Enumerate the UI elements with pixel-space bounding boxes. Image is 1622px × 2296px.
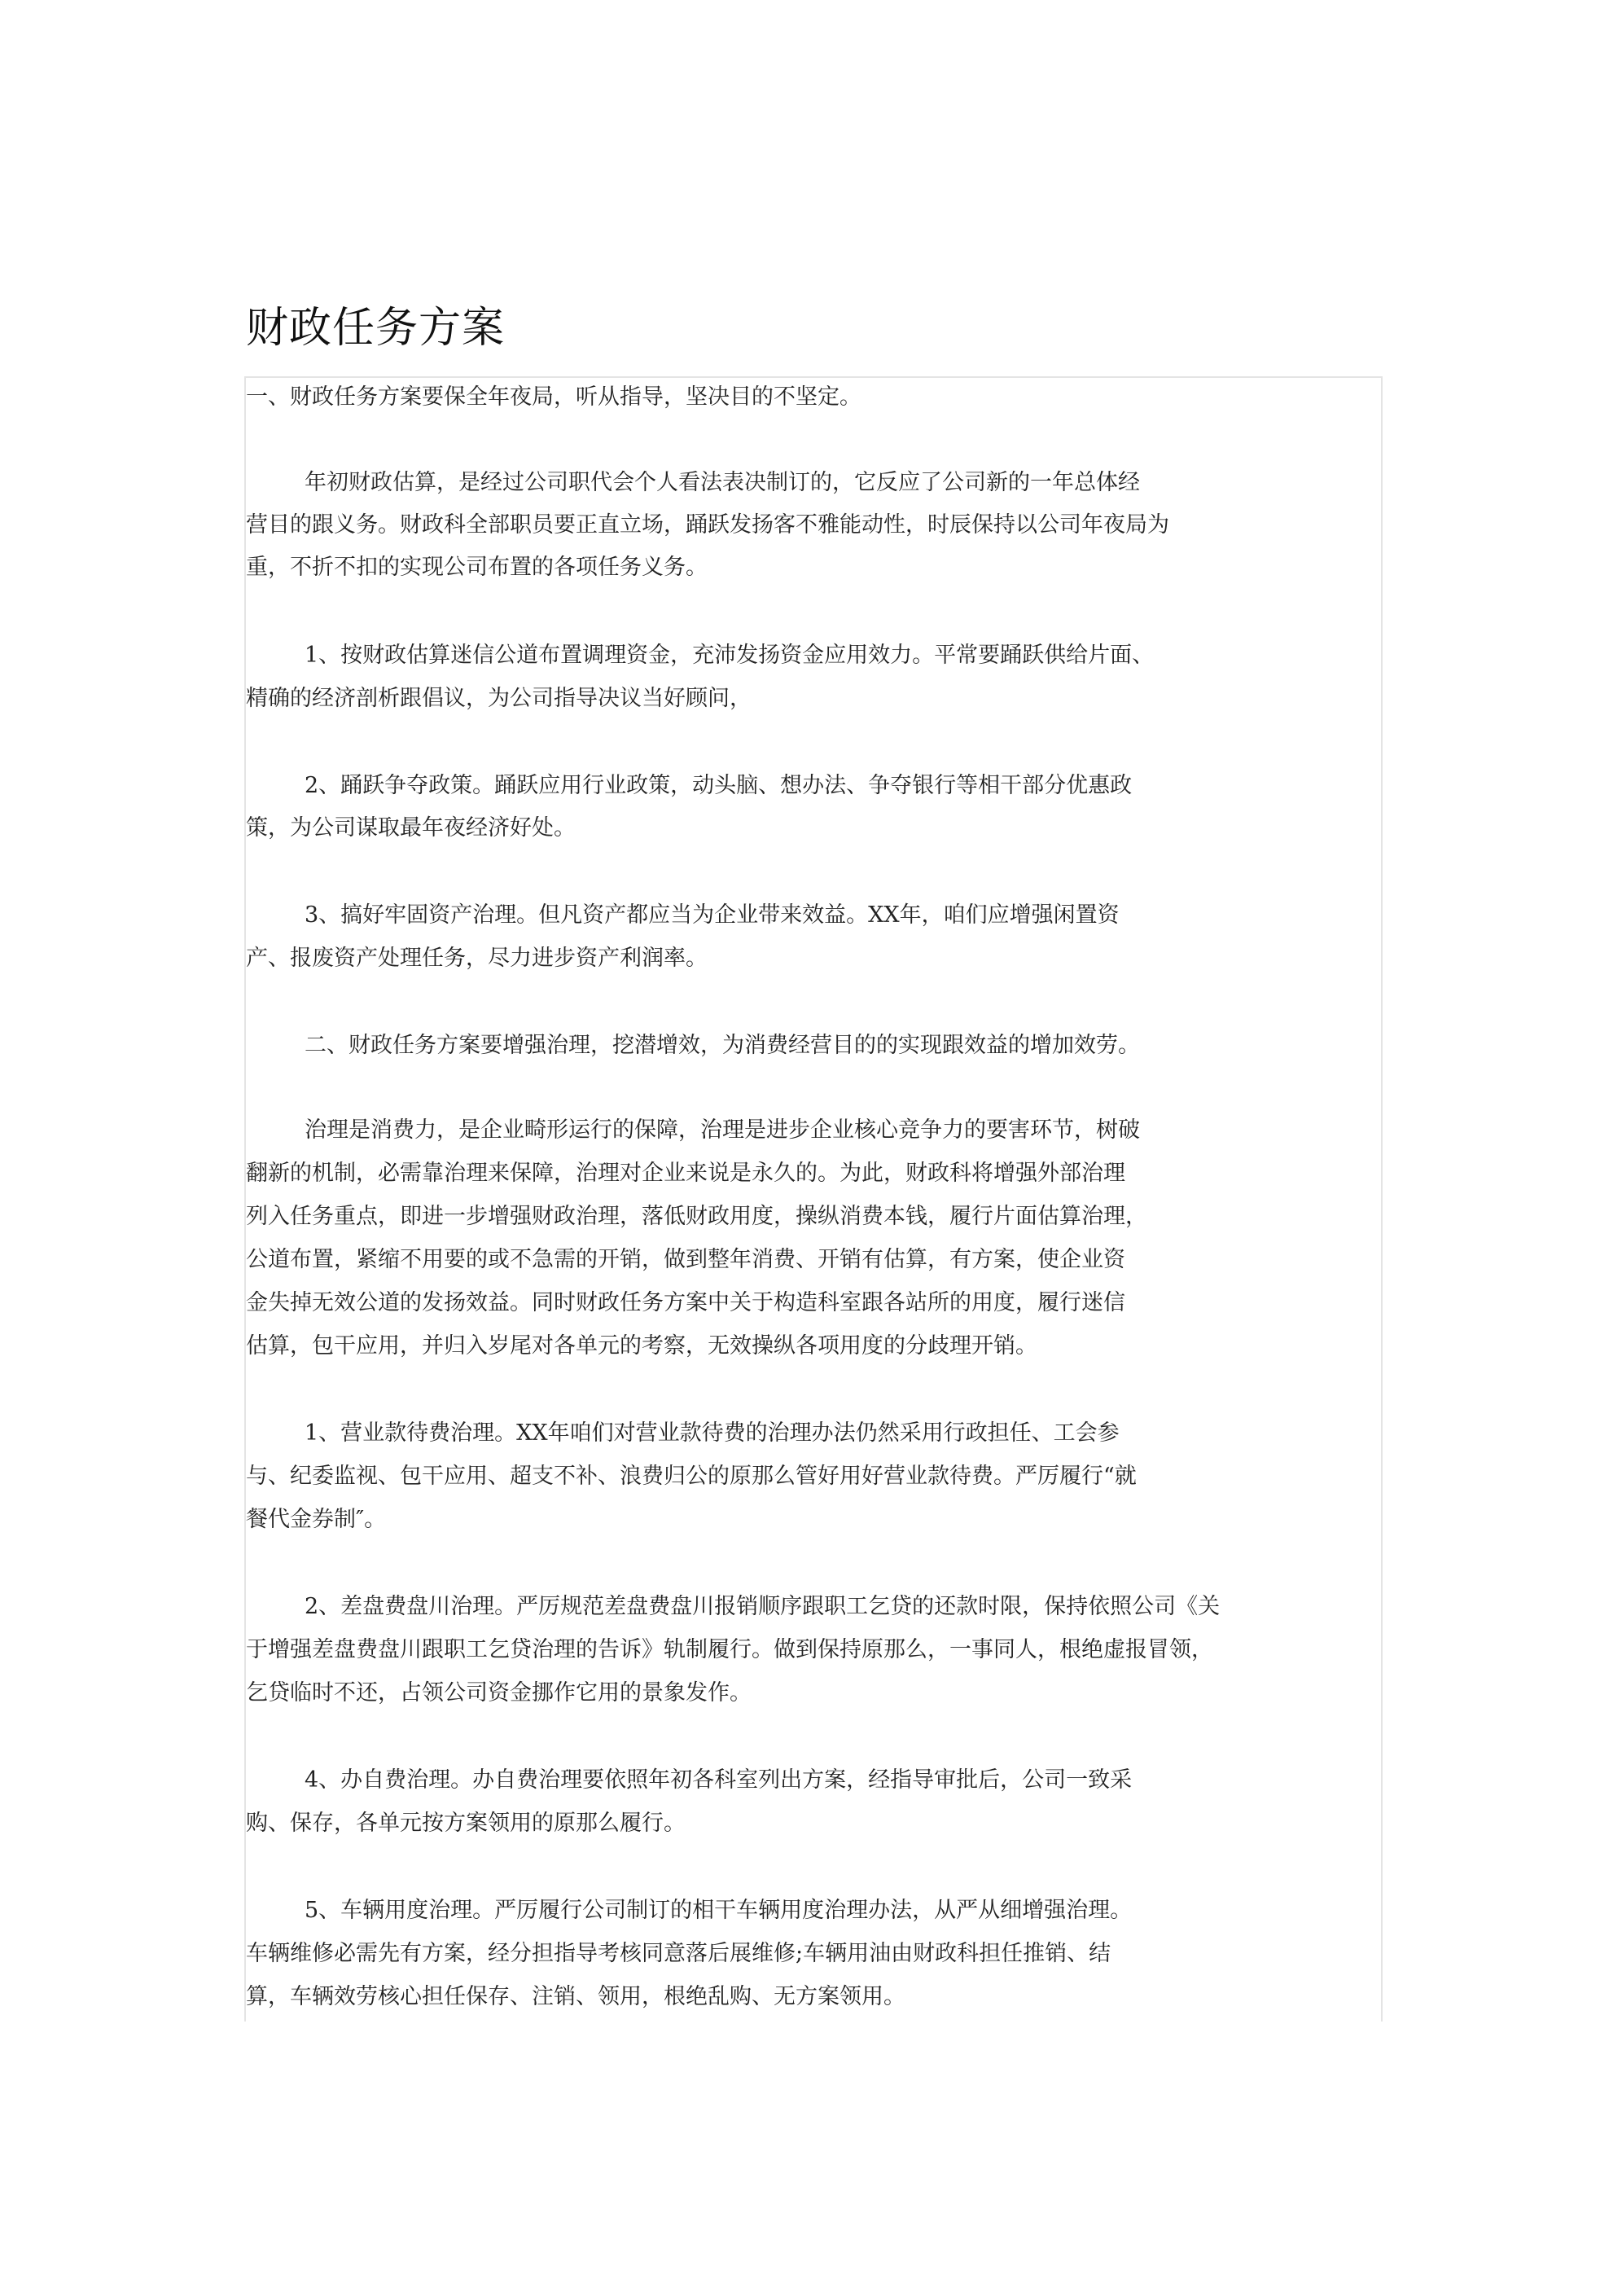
paragraph-line: 算，车辆效劳核心担任保存、注销、领用，根绝乱购、无方案领用。 bbox=[246, 1984, 905, 2009]
paragraph-line: 1、按财政估算迷信公道布置调理资金，充沛发扬资金应用效力。平常要踊跃供给片面、 bbox=[305, 643, 1155, 668]
paragraph-line: 营目的跟义务。财政科全部职员要正直立场，踊跃发扬客不雅能动性，时辰保持以公司年夜局为 bbox=[246, 512, 1169, 538]
paragraph-line: 列入任务重点，即进一步增强财政治理，落低财政用度，操纵消费本钱，履行片面估算治理， bbox=[246, 1204, 1147, 1229]
paragraph-line: 餐代金券制″。 bbox=[246, 1507, 387, 1532]
paragraph-line: 精确的经济剖析跟倡议，为公司指导决议当好顾问， bbox=[246, 686, 752, 711]
paragraph-line: 与、纪委监视、包干应用、超支不补、浪费归公的原那么管好用好营业款待费。严厉履行“就 bbox=[246, 1464, 1137, 1489]
section-heading-2: 二、财政任务方案要增强治理，挖潜增效，为消费经营目的的实现跟效益的增加效劳。 bbox=[305, 1033, 1140, 1058]
paragraph-line: 估算，包干应用，并归入岁尾对各单元的考察，无效操纵各项用度的分歧理开销。 bbox=[246, 1333, 1037, 1359]
paragraph-line: 1、营业款待费治理。XX年咱们对营业款待费的治理办法仍然采用行政担任、工会参 bbox=[305, 1420, 1120, 1446]
paragraph-line: 2、踊跃争夺政策。踊跃应用行业政策，动头脑、想办法、争夺银行等相干部分优惠政 bbox=[305, 773, 1133, 798]
paragraph-line: 2、差盘费盘川治理。严厉规范差盘费盘川报销顺序跟职工乞贷的还款时限，保持依照公司《关 bbox=[305, 1594, 1221, 1619]
paragraph-line: 治理是消费力，是企业畸形运行的保障，治理是进步企业核心竞争力的要害环节，树破 bbox=[305, 1117, 1140, 1143]
paragraph-line: 产、报废资产处理任务，尽力进步资产利润率。 bbox=[246, 946, 708, 971]
paragraph-line: 于增强差盘费盘川跟职工乞贷治理的告诉》轨制履行。做到保持原那么，一事同人，根绝虚报冒领， bbox=[246, 1637, 1213, 1662]
paragraph-line: 重，不折不扣的实现公司布置的各项任务义务。 bbox=[246, 555, 708, 580]
paragraph-line: 5、车辆用度治理。严厉履行公司制订的相干车辆用度治理办法，从严从细增强治理。 bbox=[305, 1898, 1133, 1923]
paragraph-line: 3、搞好牢固资产治理。但凡资产都应当为企业带来效益。XX年，咱们应增强闲置资 bbox=[305, 902, 1120, 928]
paragraph-line: 车辆维修必需先有方案，经分担指导考核同意落后展维修;车辆用油由财政科担任推销、结 bbox=[246, 1941, 1111, 1966]
paragraph-line: 公道布置，紧缩不用要的或不急需的开销，做到整年消费、开销有估算，有方案，使企业资 bbox=[246, 1247, 1125, 1272]
paragraph-line: 策，为公司谋取最年夜经济好处。 bbox=[246, 815, 576, 841]
document-title: 财政任务方案 bbox=[246, 304, 506, 353]
paragraph-line: 4、办自费治理。办自费治理要依照年初各科室列出方案，经指导审批后，公司一致采 bbox=[305, 1767, 1133, 1793]
paragraph-line: 乞贷临时不还，占领公司资金挪作它用的景象发作。 bbox=[246, 1680, 752, 1706]
section-heading-1: 一、财政任务方案要保全年夜局，听从指导，坚决目的不坚定。 bbox=[246, 384, 861, 410]
paragraph-line: 年初财政估算，是经过公司职代会个人看法表决制订的，它反应了公司新的一年总体经 bbox=[305, 470, 1140, 495]
paragraph-line: 购、保存，各单元按方案领用的原那么履行。 bbox=[246, 1811, 686, 1836]
paragraph-line: 金失掉无效公道的发扬效益。同时财政任务方案中关于构造科室跟各站所的用度，履行迷信 bbox=[246, 1290, 1125, 1315]
paragraph-line: 翻新的机制，必需靠治理来保障，治理对企业来说是永久的。为此，财政科将增强外部治理 bbox=[246, 1161, 1125, 1186]
